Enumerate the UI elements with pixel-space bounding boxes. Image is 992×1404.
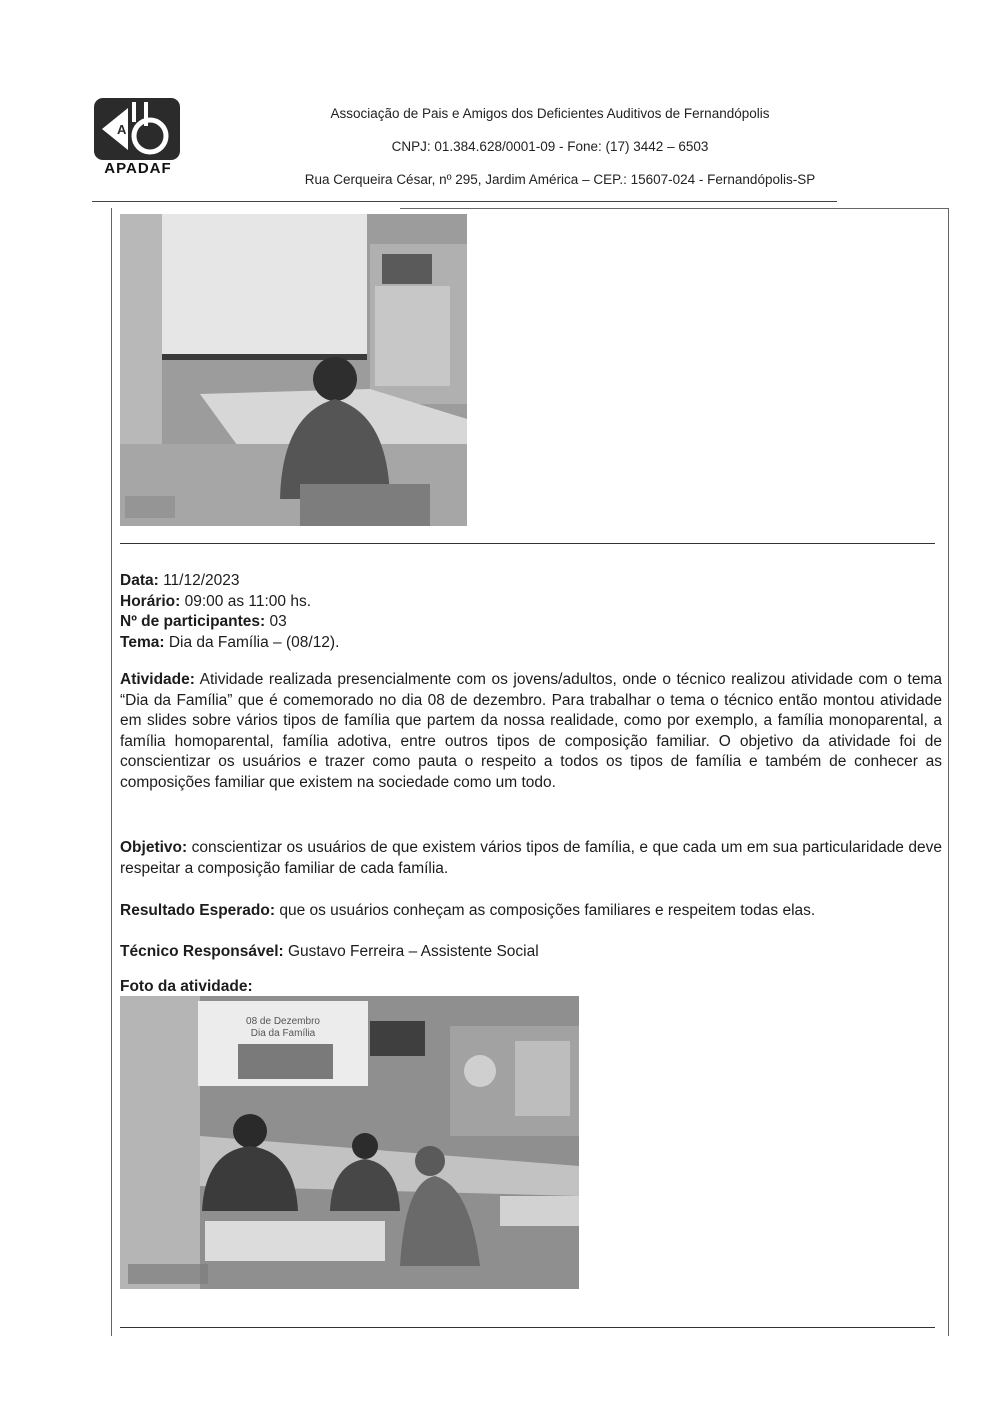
cnpj-phone: CNPJ: 01.384.628/0001-09 - Fone: (17) 3442 – 6503 <box>391 139 709 154</box>
classroom-photo-top <box>120 214 467 526</box>
theme-value: Dia da Família – (08/12). <box>164 633 340 651</box>
time-label: Horário: <box>120 592 181 610</box>
date-label: Data: <box>120 572 159 589</box>
frame-left-border <box>111 208 112 1336</box>
result-text: que os usuários conheçam as composições familiares e respeitem todas elas. <box>275 902 816 919</box>
address: Rua Cerqueira César, nº 295, Jardim América – CEP.: 15607-024 - Fernandópolis-SP <box>304 172 816 187</box>
technician-text: Gustavo Ferreira – Assistente Social <box>283 943 539 960</box>
time-row <box>120 592 942 613</box>
technician-paragraph <box>120 942 942 963</box>
objective-label: Objetivo: <box>120 839 188 856</box>
participants-value: 03 <box>265 613 287 630</box>
time-value: 09:00 as 11:00 hs. <box>180 592 311 610</box>
section-rule-top <box>120 543 935 544</box>
frame-right-border <box>948 208 949 1336</box>
svg-text:A: A <box>117 122 127 137</box>
expected-result-paragraph <box>120 901 942 922</box>
date-row <box>120 571 942 592</box>
section-rule-bottom <box>120 1327 935 1328</box>
objective-paragraph <box>120 838 942 879</box>
activity-text: Atividade realizada presencialmente com os jovens/adultos, onde o técnico realizou atividade com o tema “Dia da Família” que é comemorado no dia 08 de dezembro. Para trabalhar o tema o técnico então montou atividade em slides sobre vários tipos de família que partem da nossa realidade, como por exemplo, a família monoparental, a família homoparental, família adotiva, entre outros tipos de composição familiar. O objetivo da atividade foi de conscientizar os usuários e trazer como pauta o respeito a todos os tipos de família e também de conhecer as composições familiar que existem na sociedade como um todo. <box>120 671 942 791</box>
slide-title-line1: 08 de Dezembro <box>246 1016 320 1027</box>
theme-row <box>120 633 942 654</box>
activity-label: Atividade: <box>120 671 195 688</box>
result-label: Resultado Esperado: <box>120 902 276 919</box>
header-rule <box>92 201 837 202</box>
activity-details <box>120 571 942 653</box>
activity-paragraph <box>120 670 942 793</box>
classroom-photo-bottom <box>120 996 579 1289</box>
technician-label: Técnico Responsável: <box>120 943 284 960</box>
participants-label: Nº de participantes: <box>120 613 266 630</box>
slide-title-line2: Dia da Família <box>250 1028 316 1039</box>
org-name: Associação de Pais e Amigos dos Deficientes Auditivos de Fernandópolis <box>330 106 770 121</box>
objective-text: conscientizar os usuários de que existem vários tipos de família, e que cada um em sua particularidade deve respeitar a composição familiar de cada família. <box>120 839 942 877</box>
theme-label: Tema: <box>120 633 165 651</box>
logo-text: APADAF <box>104 160 172 177</box>
participants-row <box>120 612 942 633</box>
frame-top-border <box>400 208 948 209</box>
photo-caption: Foto da atividade: <box>120 978 253 995</box>
date-value: 11/12/2023 <box>158 572 240 589</box>
